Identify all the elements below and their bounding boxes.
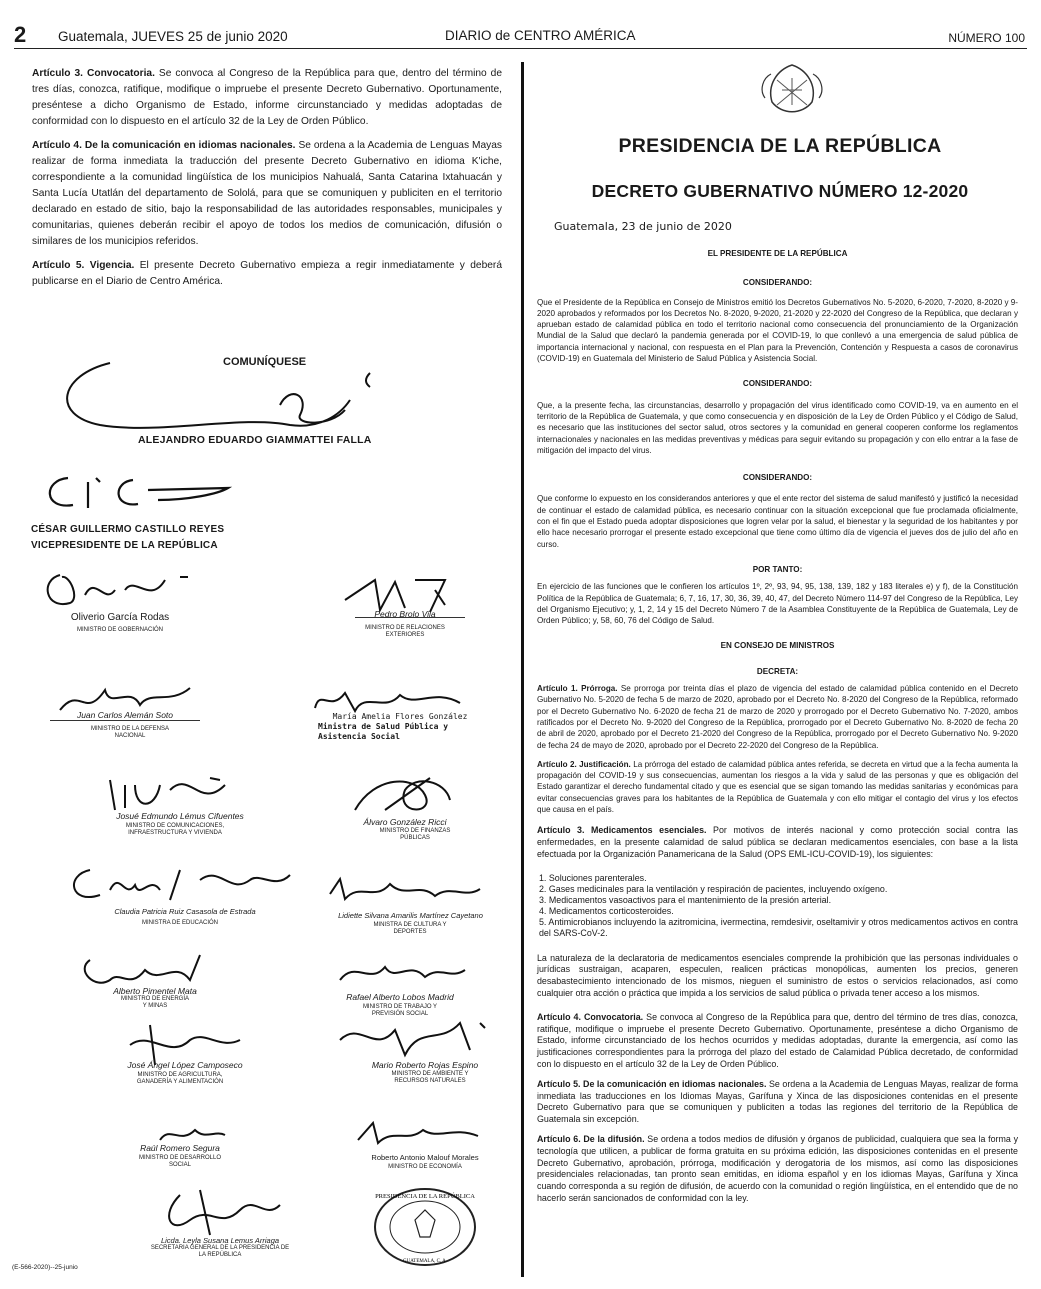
minister-signature <box>320 874 490 904</box>
decree-body <box>537 248 1018 1205</box>
left-column-text <box>32 66 502 298</box>
seal-bottom-text: GUATEMALA, C. A. <box>402 1259 448 1264</box>
minister-title: MINISTRA DE CULTURA Y DEPORTES <box>373 922 447 935</box>
left-article-5-text: El presente Decreto Gubernativo empieza a regir inmediatamente y deberá publicarse en el Diario de Centro América. <box>32 260 502 287</box>
minister-signature <box>330 1015 495 1060</box>
coat-of-arms-icon <box>757 60 827 120</box>
page-title: PRESIDENCIA DE LA REPÚBLICA <box>618 135 942 157</box>
minister-signature <box>60 860 300 910</box>
comuniquese-label: COMUNÍQUESE <box>223 356 307 368</box>
list-item: 4. Medicamentos corticosteroides. <box>539 905 674 916</box>
consejo-heading: EN CONSEJO DE MINISTROS <box>720 641 835 651</box>
minister-title: MINISTRA DE EDUCACIÓN <box>141 920 218 926</box>
article-5-text: Se ordena a la Academia de Lenguas Mayas, realizar de forma inmediata las traducciones en los Idiomas Mayas, Garífuna y Xinca de las disposiciones contenidas en el presente Decreto Gubernativo para que se comuniquen y publiciten a todas las regiones del territorio de la República de Guatemala sin excepción. <box>537 1078 1019 1125</box>
por-tanto-heading: POR TANTO: <box>752 564 803 574</box>
minister-title: MINISTRO DE LA DEFENSA NACIONAL <box>90 726 169 739</box>
considerando-heading: CONSIDERANDO: <box>742 473 813 483</box>
article-3-text: Por motivos de interés nacional y como protección social contra las enfermedades, en la presente calamidad de salud pública se declaran medicamentos esenciales, con base a la lista efectuada por la Organización Panamericana de la Salud (OPS EML-ICU-COVID-19), los siguientes: <box>537 825 1018 859</box>
presidency-seal <box>370 1185 480 1270</box>
minister-name: Mario Roberto Rojas Espino <box>371 1060 479 1070</box>
article-4-text: Se convoca al Congreso de la República para que, dentro del término de tres días, conozca, ratifique, modifique o impruebe el presente Decreto Gubernativo. Oportunamente, preséntese a dicho Organismo de Estado, informe circunstanciado de los hechos ocurridos y medidas adoptadas, durante la emergencia, así como las justificaciones correspondientes para la prórroga del plazo del estado de Calamidad Pública decretado, de conformidad con lo dispuesto en el artículo 32 de la Ley de Orden Público. <box>537 1011 1018 1070</box>
issue-date: Guatemala, JUEVES 25 de junio 2020 <box>58 29 288 44</box>
vp-signature <box>38 470 258 515</box>
list-item: 2. Gases medicinales para la ventilación y respiración de pacientes, incluyendo oxígeno. <box>539 883 888 894</box>
minister-name: Juan Carlos Alemán Soto <box>76 710 174 720</box>
minister-name: Oliverio García Rodas <box>70 612 170 623</box>
article-1-head: Artículo 1. Prórroga. <box>537 684 618 694</box>
article-2-text: La prórroga del estado de calamidad pública antes referida, se decreta en virtud que a la fecha aumenta la propagación del COVID-19 y sus consecuencias, aumentan los riesgos a la vida y salud de las personas y que es obligación del Estado garantizar el derecho fundamental citado y que es esencial que se sigan tomando las medidas sanitarias y económicas para evitar consecuencias graves para los habitantes de la República de Guatemala y con ello mitigar el contagio del virus y los efectos que causa en el país. <box>537 759 1018 814</box>
decree-title: DECRETO GUBERNATIVO NÚMERO 12-2020 <box>591 181 969 201</box>
article-3-tail: La naturaleza de la declaratoria de medicamentos esenciales comprende la prohibición que las personas individuales o jurídicas sustraigan, acaparen, especulen, realicen prácticas monopólicas, aumenten los precios, generen desabastecimiento intencionado de los mismos, nieguen el suministro de estos o servicios relacionados, así como cualquier otra acción o práctica que impida a los servicios de salud pública o privada tener acceso a los mismos. <box>537 952 1018 999</box>
article-5 <box>537 1079 1018 1126</box>
header-rule <box>14 48 1027 49</box>
page-header <box>0 0 1041 46</box>
article-4 <box>537 1012 1018 1071</box>
medicines-list <box>537 873 1018 939</box>
minister-name: Alberto Pimentel Mata <box>113 986 197 996</box>
minister-name: María Amelia Flores González <box>332 712 468 721</box>
considerando-heading: CONSIDERANDO: <box>742 278 813 288</box>
left-article-3 <box>32 66 502 130</box>
minister-signature <box>100 770 240 815</box>
minister-title: MINISTRO DE ECONOMÍA <box>388 1164 462 1170</box>
secretary-title: SECRETARIA GENERAL DE LA PRESIDENCIA DE LA REPÚBLICA <box>150 1245 290 1258</box>
article-6-text: Se ordena a todos medios de difusión y órganos de publicidad, cualquiera que sea la forma y tecnología que utilicen, a publicar de forma gratuita en su próxima edición, las disposiciones contenidas en el presente Decreto Gubernativo, aprobación, prórroga, modificación y derogatoria de los mismos, así como las disposiciones presidenciales relacionadas, tan pronto sean emitidas, en idioma español y en los idiomas Mayas, Garífuna y Xinca cuando corresponda a su región de difusión, de acuerdo con la comunidad o región lingüística, en el entendido que de no hacerlo serán sancionados de conformidad con la ley. <box>537 1134 1019 1204</box>
left-article-4 <box>32 138 502 250</box>
considerando-3: Que conforme lo expuesto en los considerandos anteriores y que el ente rector del sistema de salud manifestó y justificó la necesidad de continuar el estado de calamidad pública, es necesario continuar con la situación excepcional que fue proclamada oficialmente, con el fin que el Estado pueda adoptar disposiciones que logren velar por la salud, el bienestar y la seguridad de los habitantes y por ello hace necesario prorrogar el presente estado excepcional que tiene como último día de vigencia el jueves dos de julio del año en curso. <box>537 494 1018 549</box>
article-2-head: Artículo 2. Justificación. <box>537 759 631 769</box>
left-article-5 <box>32 258 502 290</box>
minister-name: Josué Edmundo Lémus Cifuentes <box>116 811 244 821</box>
minister-signature <box>348 1118 488 1148</box>
president-signature <box>40 355 380 440</box>
minister-signature <box>335 770 465 820</box>
list-item: 5. Antimicrobianos incluyendo la azitromicina, ivermectina, remdesivir, oseltamivir y otros medicamentos activos en contra del SARS-CoV-2. <box>539 916 1018 938</box>
article-2 <box>537 759 1018 815</box>
article-1 <box>537 683 1018 751</box>
left-article-4-head: Artículo 4. De la comunicación en idiomas nacionales. <box>32 140 296 151</box>
considerando-heading: CONSIDERANDO: <box>742 379 813 389</box>
minister-signature <box>330 955 470 990</box>
left-article-4-text: Se ordena a la Academia de Lenguas Mayas realizar de forma inmediata la traducción del presente Decreto Gubernativo en idioma K'iche, correspondiente a la comunidad lingüística de los municipios Nahualá, Santa Catarina Ixtahuacán y Santa Lucía Utatlán del departamento de Sololá, para que se comuniquen y publiciten en el territorio declarado en estado de sitio, bajo la responsabilidad de las autoridades responsables, municipales y comunitarias, quienes deberán recibir el apoyo de todos los medios de comunicación, difusión o similares de los municipios referidos. <box>32 140 503 247</box>
article-6-head: Artículo 6. De la difusión. <box>537 1134 645 1145</box>
considerando-1: Que el Presidente de la República en Consejo de Ministros emitió los Decretos Gubernativos No. 5-2020, 6-2020, 7-2020, 8-2020 y 9-2020 aprobados y reformados por los Decretos No. 8-2020, 9-2020, 21-2020 y 22-2020 del Congreso de la República, que declaran y aprueban estado de calamidad pública en todo el territorio nacional como consecuencia del pronunciamiento de la Organización Mundial de la Salud que declaró la pandemia generada por el COVID-19, lo que conllevó a una emergencia de salud pública de importancia internacional y nacional, con respuesta en el Plan para la Prevención, Contención y Respuesta a casos de coronavirus (COVID-19) en Guatemala del Ministerio de Salud Pública y Asistencia Social. <box>537 297 1018 364</box>
minister-title: MINISTRO DE DESARROLLO SOCIAL <box>138 1155 221 1168</box>
article-1-text: Se prorroga por treinta días el plazo de vigencia del estado de calamidad pública contenido en el Decreto Gubernativo No. 5-2020 de fecha 5 de marzo de 2020, aprobado por el Decreto No. 8-2020 del Congreso de la República, reformado por el Decreto Gubernativo No. 6-2020 de fecha 21 de marzo de 2020 y prorrogado por el Decreto Gubernativo No. 7-2020, ambos ratificados por el Decreto No. 9-2020 del Congreso de la República, prorrogado por el Decreto Gubernativo No. 8-2020 de fecha 20 de abril de 2020, aprobado por el Decreto 21-2020 del Congreso de la República, prorrogado por el Decreto Gubernativo No. 9-2020 de fecha 24 de mayo de 2020, aprobado por el Decreto 22-2020 del Congreso de la República. <box>537 684 1018 750</box>
minister-name: Rafael Alberto Lobos Madrid <box>346 992 454 1002</box>
page-number: 2 <box>14 22 27 47</box>
article-4-head: Artículo 4. Convocatoria. <box>537 1011 644 1022</box>
secretary-signature <box>150 1185 290 1240</box>
decree-date: Guatemala, 23 de junio de 2020 <box>554 220 732 233</box>
left-article-3-text: Se convoca al Congreso de la República para que, dentro del término de tres días, conozca, ratifique, modifique o impruebe el presente Decreto Gubernativo. Oportunamente, preséntese a dicho Organismo de Estado, informe circunstanciado y medidas adoptadas de conformidad con lo dispuesto en el artículo 32 de la Ley de Orden Público. <box>32 68 502 127</box>
minister-title: MINISTRO DE RELACIONES EXTERIORES <box>365 625 445 638</box>
seal-text: PRESIDENCIA DE LA REPÚBLICA <box>375 1193 475 1200</box>
minister-title: MINISTRO DE TRABAJO Y PREVISIÓN SOCIAL <box>362 1004 438 1017</box>
list-item: 3. Medicamentos vasoactivos para el mantenimiento de la presión arterial. <box>539 894 832 905</box>
vp-name: CÉSAR GUILLERMO CASTILLO REYES <box>31 524 225 535</box>
signature-line <box>50 720 200 721</box>
footer-code: (E-566-2020)--25-junio <box>12 1264 78 1271</box>
minister-name: Claudia Patricia Ruiz Casasola de Estrada <box>114 907 256 916</box>
minister-title: MINISTRO DE AMBIENTE Y RECURSOS NATURALES <box>391 1071 469 1084</box>
article-3 <box>537 825 1018 860</box>
minister-title: MINISTRO DE ENERGÍA Y MINAS <box>120 996 189 1009</box>
article-3-head: Artículo 3. Medicamentos esenciales. <box>537 825 707 836</box>
el-presidente-heading: EL PRESIDENTE DE LA REPÚBLICA <box>707 249 848 258</box>
decreta-heading: DECRETA: <box>756 666 799 676</box>
secretary-name: Licda. Leyla Susana Lemus Arriaga <box>160 1236 280 1245</box>
left-article-3-head: Artículo 3. Convocatoria. <box>32 68 155 79</box>
article-5-head: Artículo 5. De la comunicación en idiomas nacionales. <box>537 1078 767 1089</box>
column-divider <box>521 62 524 1277</box>
considerando-2: Que, a la presente fecha, las circunstancias, desarrollo y propagación del virus identificado como COVID-19, va en aumento en el territorio de la República de Guatemala, y que como consecuencia y en disposición de la Ley de Orden Público y el Código de Salud, es necesario que las instituciones del sector salud, otros sectores y la comunidad en general cooperen conforme los reglamentos internacionales y nacionales en las medidas preventivas y médicas para seguir evitando su propagación y con ello entrar a la fase de mitigación del impacto del virus. <box>537 400 1018 455</box>
minister-title: MINISTRO DE COMUNICACIONES, INFRAESTRUCTURA Y VIVIENDA <box>125 823 225 836</box>
minister-name: José Ángel López Camposeco <box>127 1060 243 1070</box>
minister-title: MINISTRO DE GOBERNACIÓN <box>76 627 163 633</box>
minister-name: Lidiette Silvana Amarilis Martínez Cayetano <box>338 911 483 920</box>
minister-name: Álvaro González Ricci <box>363 817 447 827</box>
minister-name: Roberto Antonio Malouf Morales <box>371 1153 479 1162</box>
president-name: ALEJANDRO EDUARDO GIAMMATTEI FALLA <box>138 434 372 446</box>
issue-number: NÚMERO 100 <box>948 31 1025 45</box>
minister-signature <box>40 565 200 615</box>
left-article-5-head: Artículo 5. Vigencia. <box>32 260 135 271</box>
vp-title: VICEPRESIDENTE DE LA REPÚBLICA <box>31 540 218 551</box>
minister-title: MINISTRO DE AGRICULTURA, GANADERÍA Y ALIMENTACIÓN <box>136 1072 224 1085</box>
article-6 <box>537 1134 1018 1205</box>
minister-name: Raúl Romero Segura <box>140 1143 220 1153</box>
list-item: 1. Soluciones parenterales. <box>539 872 647 883</box>
newspaper-title: DIARIO de CENTRO AMÉRICA <box>445 28 636 43</box>
minister-name: Pedro Brolo Vila <box>374 609 436 619</box>
por-tanto-text: En ejercicio de las funciones que le confieren los artículos 1º, 2º, 93, 94, 95, 138, 139, 182 y 183 literales e) y f), de la Constitución Política de la República de Guatemala; 6, 7, 16, 17, 30, 36, 39, 40, 47, del Decreto Número 114-97 del Congreso de la República, Ley del Organismo Ejecutivo; y, 1, 2, 14 y 15 del Decreto Número 7 de la Asamblea Constituyente de la República de Guatemala, Ley de Orden Público; y, 58, 60, 76 del Código de Salud. <box>537 582 1018 626</box>
minister-title: Ministra de Salud Pública y Asistencia Social <box>318 722 449 741</box>
minister-title: MINISTRO DE FINANZAS PÚBLICAS <box>379 828 451 841</box>
